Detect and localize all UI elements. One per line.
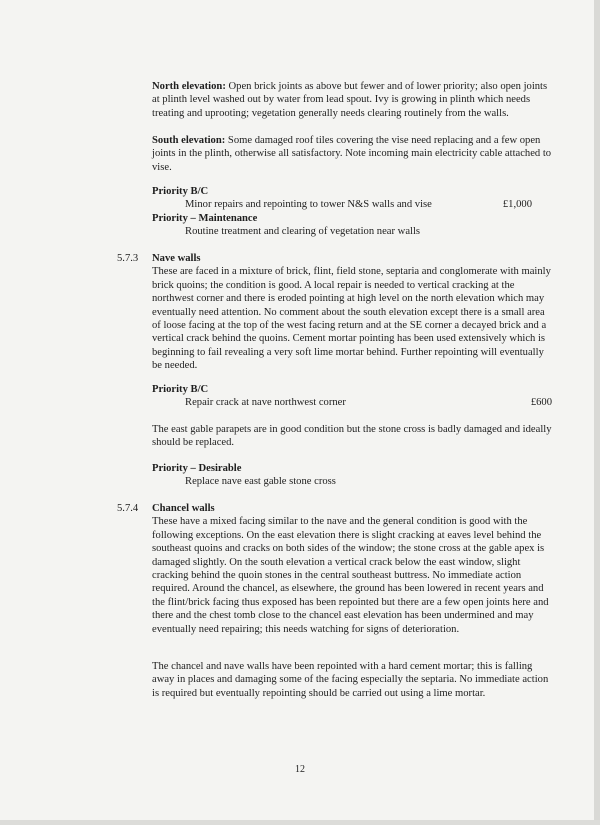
section-chancel-walls — [152, 502, 552, 636]
section-number: 5.7.4 — [117, 503, 139, 514]
section-number: 5.7.3 — [117, 253, 139, 264]
south-elevation-paragraph — [152, 134, 552, 174]
priority-item-text: Routine treatment and clearing of vegetation near walls — [185, 226, 421, 238]
gable-paragraph — [152, 423, 552, 450]
priority-block-nave — [152, 383, 552, 410]
north-elevation-label: North elevation: — [152, 81, 226, 92]
priority-item-cost: £600 — [530, 397, 552, 409]
north-elevation-paragraph — [152, 80, 552, 120]
priority-item-row — [152, 396, 552, 409]
page-number: 12 — [295, 764, 305, 775]
section-title: Nave walls — [152, 253, 201, 264]
priority-item-text: Replace nave east gable stone cross — [185, 476, 336, 488]
section-body: These are faced in a mixture of brick, flint, field stone, septaria and conglomerate with mainly brick quoins; the condition is good. A local repair is needed to vertical cracking at the northwest corner and there is eroded pointing at high level on the north elevation which may eventually need attention. No comment about the south elevation except there is a small area of loose facing at the top of the west facing return and at the SE corner a decayed brick and a vertical crack behind the quoins. Cement mortar pointing has been used extensively which is beginning to fail revealing a very soft lime mortar behind. Further repointing will eventually be needed. — [152, 266, 551, 372]
page-edge-shadow — [594, 0, 600, 825]
priority-heading: Priority B/C — [152, 384, 209, 395]
mortar-paragraph — [152, 660, 552, 700]
south-elevation-text: Some damaged roof tiles covering the vise need replacing and a few open joints in the plinth, otherwise all satisfactory. Note incoming main electricity cable attached to vise. — [152, 135, 552, 173]
section-title: Chancel walls — [152, 503, 215, 514]
south-elevation-label: South elevation: — [152, 135, 226, 146]
north-elevation-text: Open brick joints as above but fewer and of lower priority; also open joints at plinth level washed out by water from lead spout. Ivy is growing in plinth which needs treating and uprooting; vegetation generally needs clearing routinely from the walls. — [152, 81, 548, 119]
section-body: These have a mixed facing similar to the nave and the general condition is good with the following exceptions. On the east elevation there is slight cracking at eaves level behind the southeast quoins and cracks on both sides of the window; the stone cross at the gable apex is damaged slightly. On the south elevation a vertical crack below the east window, slight cracking behind the quoin stones in the central southeast buttress. No immediate action required. Around the chancel, as elsewhere, the ground has been lowered in recent years and the flint/brick facing thus exposed has been repointed but there are a few open joints here and there and the chest tomb close to the chancel east elevation has been undermined and may eventually need repairing; this needs watching for signs of deterioration. — [152, 516, 549, 635]
section-nave-walls — [152, 252, 552, 373]
priority-item-row — [152, 475, 552, 488]
priority-block-gable — [152, 462, 552, 489]
priority-item-text: Minor repairs and repointing to tower N&S walls and vise — [185, 199, 432, 211]
priority-item-row — [152, 198, 552, 211]
priority-item-row — [152, 225, 552, 238]
priority-heading: Priority – Desirable — [152, 463, 242, 474]
priority-heading: Priority – Maintenance — [152, 212, 258, 224]
priority-item-text: Repair crack at nave northwest corner — [185, 397, 346, 409]
gable-text: The east gable parapets are in good condition but the stone cross is badly damaged and ideally should be replaced. — [152, 424, 552, 449]
priority-item-cost: £1,000 — [502, 199, 532, 211]
priority-heading: Priority B/C — [152, 186, 209, 197]
priority-block-tower — [152, 185, 552, 239]
page-bottom-edge — [0, 820, 600, 825]
mortar-text: The chancel and nave walls have been repointed with a hard cement mortar; this is falling away in places and damaging some of the facing especially the septaria. No immediate action is required but eventually repointing should be carried out using a lime mortar. — [152, 661, 549, 699]
